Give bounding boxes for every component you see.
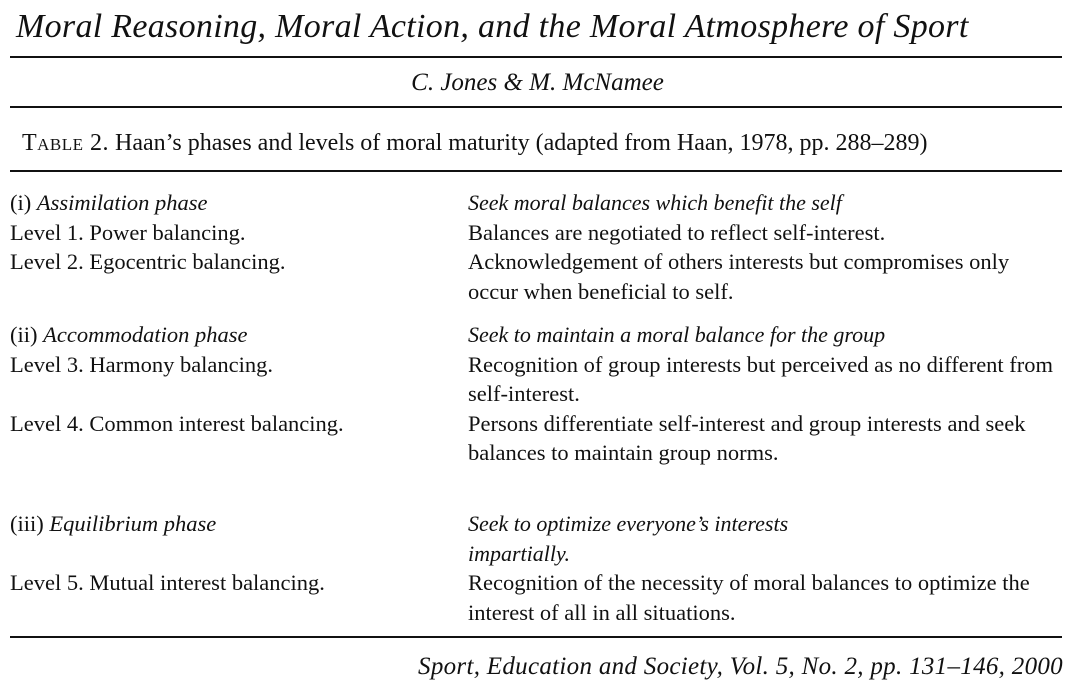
authors-rule (10, 106, 1062, 108)
phase-aim: Seek to optimize everyone’s interests impartially. (468, 511, 789, 566)
phase-row (10, 188, 1062, 218)
running-title: Moral Reasoning, Moral Action, and the Moral Atmosphere of Sport (16, 8, 969, 45)
phase-numeral: (i) (10, 190, 32, 215)
level-row (10, 247, 1062, 306)
phase-heading (10, 320, 468, 350)
level-description: Recognition of the necessity of moral balances to optimize the interest of all in all situations. (468, 570, 1030, 625)
phase-heading (10, 509, 468, 568)
level-row (10, 568, 1062, 627)
table-bottom-rule (10, 636, 1062, 638)
phase-heading (10, 188, 468, 218)
phase-name: Equilibrium phase (49, 511, 217, 536)
phase-name: Assimilation phase (36, 190, 208, 215)
level-row (10, 218, 1062, 248)
authors: C. Jones & M. McNamee (411, 69, 664, 96)
phase-aim: Seek moral balances which benefit the self (468, 190, 842, 215)
level-description: Acknowledgement of others interests but compromises only occur when beneficial to self. (468, 249, 1010, 304)
phase-block-assimilation (10, 188, 1062, 306)
phase-aim: Seek to maintain a moral balance for the group (468, 322, 886, 347)
table-caption (22, 126, 1062, 160)
level-label: Level 3. Harmony balancing. (10, 351, 274, 377)
phase-block-accommodation (10, 320, 1062, 468)
table-top-rule (10, 170, 1062, 172)
phase-block-equilibrium (10, 509, 1062, 627)
phase-row (10, 320, 1062, 350)
phase-numeral: (iii) (10, 511, 44, 536)
level-label: Level 1. Power balancing. (10, 219, 246, 245)
phase-row (10, 509, 1062, 568)
phase-numeral: (ii) (10, 322, 38, 347)
level-description: Balances are negotiated to reflect self-interest. (468, 219, 886, 245)
level-row (10, 409, 1062, 468)
level-label: Level 4. Common interest balancing. (10, 410, 344, 436)
level-description: Recognition of group interests but perceived as no different from self-interest. (468, 351, 1054, 406)
level-description: Persons differentiate self-interest and group interests and seek balances to maintain group norms. (468, 410, 1026, 465)
top-rule (10, 56, 1062, 58)
level-row (10, 350, 1062, 409)
level-label: Level 5. Mutual interest balancing. (10, 570, 325, 595)
table-caption-text: Haan’s phases and levels of moral maturity (adapted from Haan, 1978, pp. 288–289) (115, 130, 928, 156)
journal-citation: Sport, Education and Society, Vol. 5, No. 2, pp. 131–146, 2000 (418, 653, 1063, 680)
table-label: Table 2. (22, 130, 110, 156)
level-label: Level 2. Egocentric balancing. (10, 249, 286, 274)
phase-name: Accommodation phase (43, 322, 248, 347)
